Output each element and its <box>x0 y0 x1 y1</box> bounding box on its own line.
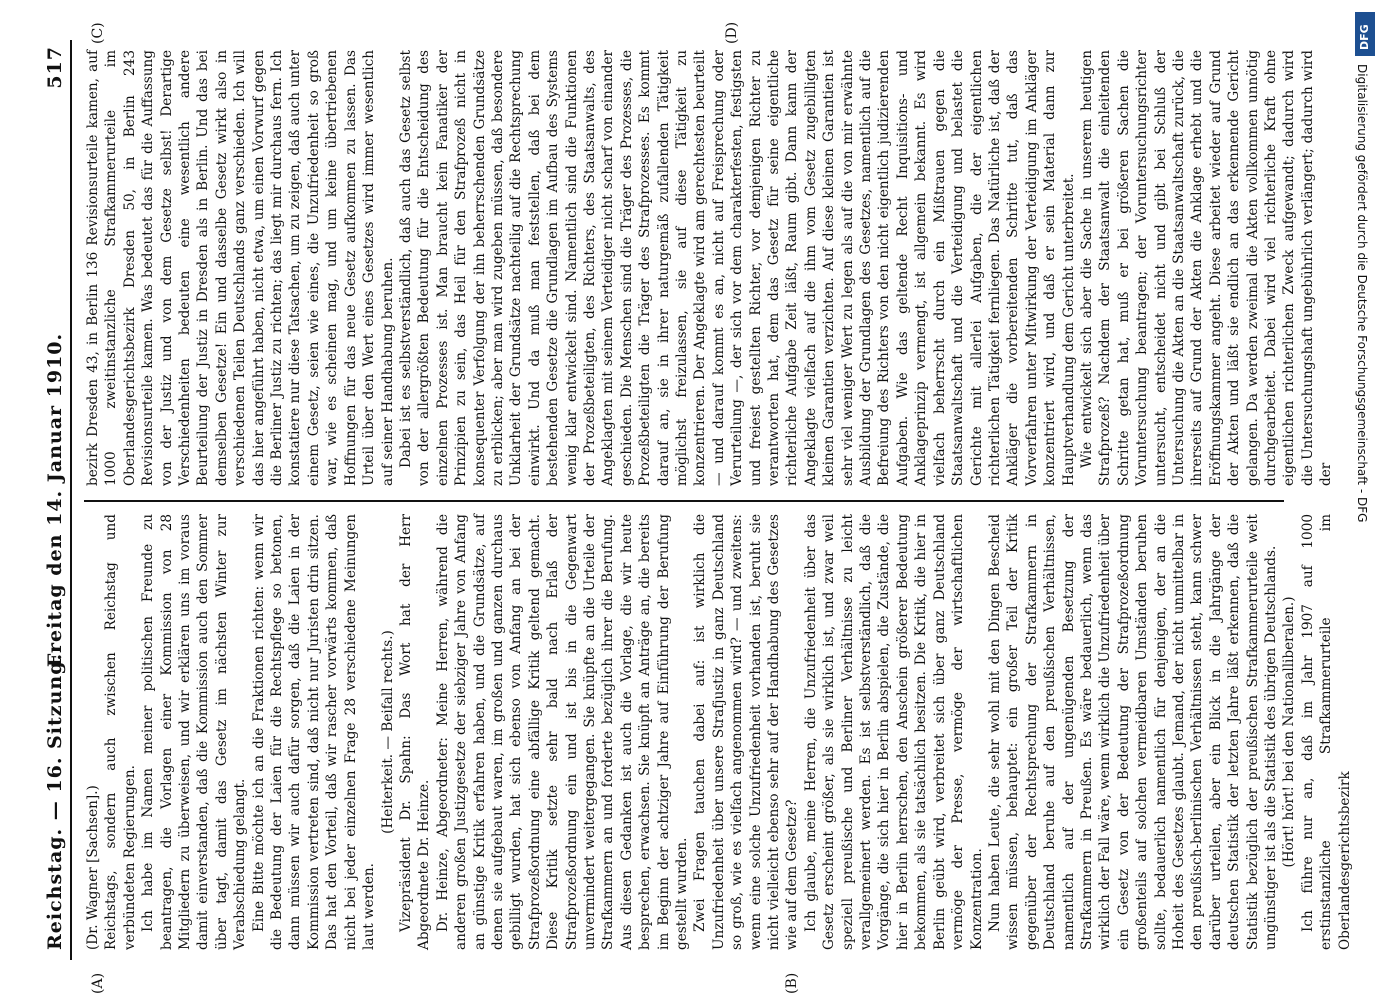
header-session: Reichstag. — 16. Sitzung. <box>44 652 66 950</box>
page-number: 517 <box>44 46 66 89</box>
paragraph: bezirk Dresden 43, in Berlin 136 Revisionsurteile kamen, auf 1000 zweitinstanzliche Strafkammerurteile im Oberlandesgerichtsbezirk Dresden 50, in Berlin 243 Revisionsurteile kamen. Was bedeutet das für die Auffassung von der Justiz und von dem Gesetze selbst! Derartige Verschiedenheiten bedeuten eine wesentlich andere Beurteilung der Justiz in Dresden als in Berlin. Und das bei demselben Gesetze! Ein und dasselbe Gesetz wirkt also in verschiedenen Teilen Deutschlands ganz verschieden. Ich will das hier angeführt haben, nicht etwa, um einen Vorwurf gegen die Berliner Justiz zu richten; das liegt mir durchaus fern. Ich konstatiere nur diese Tatsachen, um zu zeigen, daß auch unter einem Gesetz, seien wie eines, die Unzufriedenheit so groß war, wie es scheinen mag, und um keine übertriebenen Hoffnungen für das neue Gesetz aufkommen zu lassen. Das Urteil über den Wert eines Gesetzes wird immer wesentlich auf seiner Handhabung beruhen. <box>85 50 396 486</box>
paragraph: Dabei ist es selbstverständlich, daß auch das Gesetz selbst von der allergrößten Bedeutung für die Entscheidung des einzelnen Prozesses ist. Man braucht kein Fanatiker der Prinzipien zu sein, das Heil für den Strafprozeß nicht in konsequenter Verfolgung der ihn beherrschenden Grundsätze zu erblicken; aber man wird zugeben müssen, daß besondere Unklarheit der Grundsätze nachteilig auf die Rechtsprechung einwirkt. Und da muß man feststellen, daß bei dem bestehenden Gesetze die Grundlagen im Aufbau des Systems wenig klar entwickelt sind. Namentlich sind die Funktionen der Prozeßbeteiligten, des Richters, des Staatsanwalts, des Angeklagten mit seinem Verteidiger nicht scharf von einander geschieden. Die Menschen sind die Träger des Prozesses, die Prozeßbeteiligten die Träger des Strafprozesses. Es kommt darauf an, sie in ihrer naturgemäß zufallenden Tätigkeit möglichst freizulassen, sie auf diese Tätigkeit zu konzentrieren. Der Angeklagte wird am gerechtesten beurteilt — und darauf kommt es an, nicht auf Freisprechung oder Verurteilung —, der sich vor dem charakterfesten, festigsten und freiest gestellten Richter, vor demjenigen Richter zu verantworten hat, dem das Gesetz für seine eigentliche richterliche Aufgabe Zeit läßt, Raum gibt. Dann kann der Angeklagte vielfach auf die ihm vom Gesetz zugebilligten kleinen Garantien verzichten. Auf diese kleinen Garantien ist sehr viel weniger Wert zu legen als auf die von mir erwähnte Ausbildung der Grundlagen des Gesetzes, namentlich auf die Befreiung des Richters von den nicht eigentlich judizierenden Aufgaben. Wie das geltende Recht Inquisitions- und Anklageprinzip vermengt, ist allgemein bekannt. Es wird vielfach beherrscht durch ein Mißtrauen gegen die Staatsanwaltschaft und die Verteidigung und belastet die Gerichte mit allerlei Aufgaben, die der eigentlichen richterlichen Tätigkeit fernliegen. Das Natürliche ist, daß der Ankläger die vorbereitenden Schritte tut, daß das Vorverfahren unter Mitwirkung der Verteidigung im Ankläger konzentriert wird, und daß er sein Material dann zur Hauptverhandlung dem Gericht unterbreitet. <box>397 50 1077 486</box>
digitization-credit <box>1355 12 1377 992</box>
paragraph: Eine Bitte möchte ich an die Fraktionen richten: wenn wir die Bedeutung der Laien für die Rechtspflege so betonen, dann müssen wir auch dafür sorgen, daß die Laien in der Kommission vertreten sind, daß nicht nur Juristen drin sitzen. Das hat den Vorteil, daß wir rascher vorwärts kommen, daß nicht bei jeder einzelnen Frage 28 verschiedene Meinungen laut werden. <box>250 514 378 950</box>
paragraph: Wie entwickelt sich aber die Sache in unserem heutigen Strafprozeß? Nachdem der Staatsanwalt die einleitenden Schritte getan hat, muß er bei größeren Sachen die Voruntersuchung beantragen; der Voruntersuchungsrichter untersucht, entscheidet nicht und gibt bei Schluß der Untersuchung die Akten an die Staatsanwaltschaft zurück, die ihrerseits auf Grund der Akten die Anklage erhebt und die Eröffnungskammer angeht. Diese arbeitet wieder auf Grund der Akten und läßt sie endlich an das erkennende Gericht gelangen. Da werden zweimal die Akten vollkommen unnötig durchgearbeitet. Dabei wird viel richterliche Kraft ohne eigentlichen richterlichen Zweck aufgewandt; dadurch wird die Untersuchungshaft ungebührlich verlängert; dadurch wird der <box>1078 50 1335 486</box>
speaker-intro: Vizepräsident Dr. Spahn: Das Wort hat der Herr Abgeordnete Dr. Heinze. <box>397 514 433 950</box>
interjection: (Heiterkeit. — Beifall rechts.) <box>379 630 396 834</box>
page-header <box>40 40 72 960</box>
text-columns <box>84 21 1353 994</box>
interjection: (Hört! hört! bei den Nationalliberalen.) <box>1281 596 1298 868</box>
paragraph: Ich habe im Namen meiner politischen Freunde zu beantragen, die Vorlagen einer Kommission von 28 Mitgliedern zu überweisen, und wir erklären uns im voraus damit einverstanden, daß die Kommission auch den Sommer über tagt, damit das Gesetz im nächsten Winter zur Verabschiedung gelangt. <box>140 514 249 950</box>
margin-marker-d: (D) <box>724 21 740 44</box>
margin-marker-c: (C) <box>90 22 106 44</box>
right-column <box>84 50 1335 486</box>
column-divider <box>84 500 1284 502</box>
paragraph: Reichstags, sondern auch zwischen Reichstag und verbündeten Regierungen. <box>103 514 138 950</box>
paragraph: Ich glaube, meine Herren, die Unzufriedenheit über das Gesetz erscheint größer, als sie wirklich ist, und zwar weil speziell preußische und Berliner Verhältnisse zu leicht verallgemeinert werden. Es ist selbstverständlich, daß die Vorgänge, die sich hier in Berlin abspielen, die Zustände, die hier in Berlin herrschen, den Anschein größerer Bedeutung bekommen, als sie tatsächlich besitzen. Die Kritik, die hier in Berlin geübt wird, verbreitet sich über ganz Deutschland vermöge der Presse, vermöge der wirtschaftlichen Konzentration. <box>802 514 985 950</box>
paragraph: Dr. Heinze, Abgeordneter: Meine Herren, während die anderen großen Justizgesetze der siebziger Jahre von Anfang an günstige Kritik erfahren haben, und die Grundsätze, auf denen sie aufgebaut waren, im großen und ganzen durchaus gebilligt wurden, hat sich ebenso von Anfang an bei der Strafprozeßordnung eine abfällige Kritik geltend gemacht. Diese Kritik setzte sehr bald nach Erlaß der Strafprozeßordnung ein und ist bis in die Gegenwart unvermindert weitergegangen. Sie knüpfte an die Urteile der Strafkammern an und forderte bezüglich ihrer die Berufung. Aus diesen Gedanken ist auch die Vorlage, die wir heute besprechen, erwachsen. Sie knüpft an Anträge an, die bereits im Beginn der achtziger Jahre auf Einführung der Berufung gestellt wurden. <box>434 514 690 950</box>
paragraph: Zwei Fragen tauchen dabei auf: ist wirklich die Unzufriedenheit über unsere Strafjustiz in ganz Deutschland so groß, wie es vielfach angenommen wird? — und zweitens: wenn eine solche Unzufriedenheit vorhanden ist, beruht sie nicht vielleicht ebenso sehr auf der Handhabung des Gesetzes wie auf dem Gesetze? <box>692 514 801 950</box>
dfg-logo: DFG <box>1355 12 1375 56</box>
left-column <box>84 514 1353 950</box>
credit-text: Digitalisierung gefördert durch die Deutsche Forschungsgemeinschaft - DFG <box>1355 64 1369 523</box>
rotated-document-page <box>40 21 1353 994</box>
margin-marker-b: (B) <box>784 972 800 994</box>
margin-marker-a: (A) <box>90 972 106 994</box>
running-head: (Dr. Wagner [Sachsen].) <box>85 785 101 950</box>
header-date: Freitag den 14. Januar 1910. <box>44 332 66 668</box>
paragraph: Ich führe nur an, daß im Jahr 1907 auf 1000 erstinstanzliche Strafkammerurteile im Oberlandesgerichtsbezirk <box>1299 514 1353 950</box>
paragraph: Nun haben Leute, die sehr wohl mit den Dingen Bescheid wissen müssen, behauptet: ein großer Teil der Kritik gegenüber der Rechtsprechung der Strafkammern in Deutschland beruhe auf den preußischen Verhältnissen, namentlich auf der ungenügenden Besetzung der Strafkammern in Preußen. Es wäre bedauerlich, wenn das wirklich der Fall wäre, wenn wirklich die Unzufriedenheit über ein Gesetz von der Bedeutung der Strafprozeßordnung großenteils auf solchen vermeidbaren Umständen beruhen sollte, bedauerlich namentlich für denjenigen, der an die Hoheit des Gesetzes glaubt. Jemand, der nicht unmittelbar in den preußisch-berlinischen Verhältnissen steht, kann schwer darüber urteilen, aber ein Blick in die Jahrgänge der deutschen Statistik der letzten Jahre läßt erkennen, daß die Statistik bezüglich der preußischen Strafkammerurteile weit ungünstiger ist als die Statistik des übrigen Deutschlands. <box>986 514 1279 950</box>
